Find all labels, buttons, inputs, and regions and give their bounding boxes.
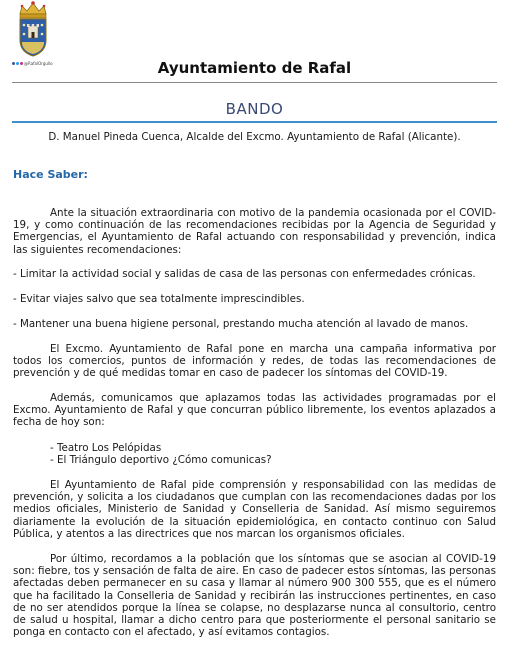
postponed-events-list bbox=[50, 442, 490, 466]
event-item: - Teatro Los Pelópidas bbox=[50, 442, 162, 454]
recommendation-3: - Mantener una buena higiene personal, prestando mucha atención al lavado de manos. bbox=[13, 318, 469, 330]
intro-line: D. Manuel Pineda Cuenca, Alcalde del Excmo. Ayuntamiento de Rafal (Alicante). bbox=[48, 131, 461, 143]
town-title: Ayuntamiento de Rafal bbox=[157, 59, 352, 77]
document-header bbox=[12, 0, 497, 82]
paragraph-3: Además, comunicamos que aplazamos todas las actividades programadas por el Excmo. Ayuntamiento de Rafal y que concurran público libremente, los eventos aplazados a fecha de hoy son: bbox=[13, 392, 496, 429]
recommendation-1: - Limitar la actividad social y salidas de casa de las personas con enfermedades crónicas. bbox=[13, 268, 476, 280]
title-divider bbox=[12, 121, 497, 123]
hace-saber-heading: Hace Saber: bbox=[13, 168, 88, 181]
header-divider bbox=[12, 82, 497, 83]
paragraph-2: El Excmo. Ayuntamiento de Rafal pone en marcha una campaña informativa por todos los comercios, puntos de información y redes, de todas las recomendaciones de prevención y de qué medidas tomar en caso de padecer los síntomas del COVID-19. bbox=[13, 343, 496, 380]
paragraph-4: El Ayuntamiento de Rafal pide comprensión y responsabilidad con las medidas de prevención, y solicita a los ciudadanos que cumplan con las recomendaciones dadas por los medios oficiales, Ministerio de Sanidad y Conselleria de Sanidad. Así mismo seguiremos diariamente la evolución de la situación epidemiológica, en contacto continuo con Salud Pública, y atentos a las directrices que nos marcan los organismos oficiales. bbox=[13, 479, 496, 540]
paragraph-5: Por último, recordamos a la población que los síntomas que se asocian al COVID-19 son: fiebre, tos y sensación de falta de aire. En caso de padecer estos síntomas, las personas afectadas deben permanecer en su casa y llamar al número 900 300 555, que es el número que ha facilitado la Conselleria de Sanidad y recibirán las instrucciones pertinentes, en caso de no ser atendidos porque la línea se colapse, no desplazarse nunca al consultorio, centro de salud u hospital, llamar a dicho centro para que posteriormente el personal sanitario se ponga en contacto con el afectado, y así evitamos contagios. bbox=[13, 553, 496, 639]
paragraph-1: Ante la situación extraordinaria con motivo de la pandemia ocasionada por el COVID-19, y como continuación de las recomendaciones recibidas por la Agencia de Seguridad y Emergencias, el Ayuntamiento de Rafal actuando con responsabilidad y prevención, indica las siguientes recomendaciones: bbox=[13, 207, 496, 256]
coat-of-arms-logo bbox=[12, 0, 54, 64]
recommendation-2: - Evitar viajes salvo que sea totalmente imprescindibles. bbox=[13, 293, 305, 305]
logo-caption: @RafalOrgullo bbox=[12, 61, 53, 66]
event-item: - El Triángulo deportivo ¿Cómo comunicas? bbox=[50, 454, 272, 467]
document-title: BANDO bbox=[225, 100, 284, 118]
